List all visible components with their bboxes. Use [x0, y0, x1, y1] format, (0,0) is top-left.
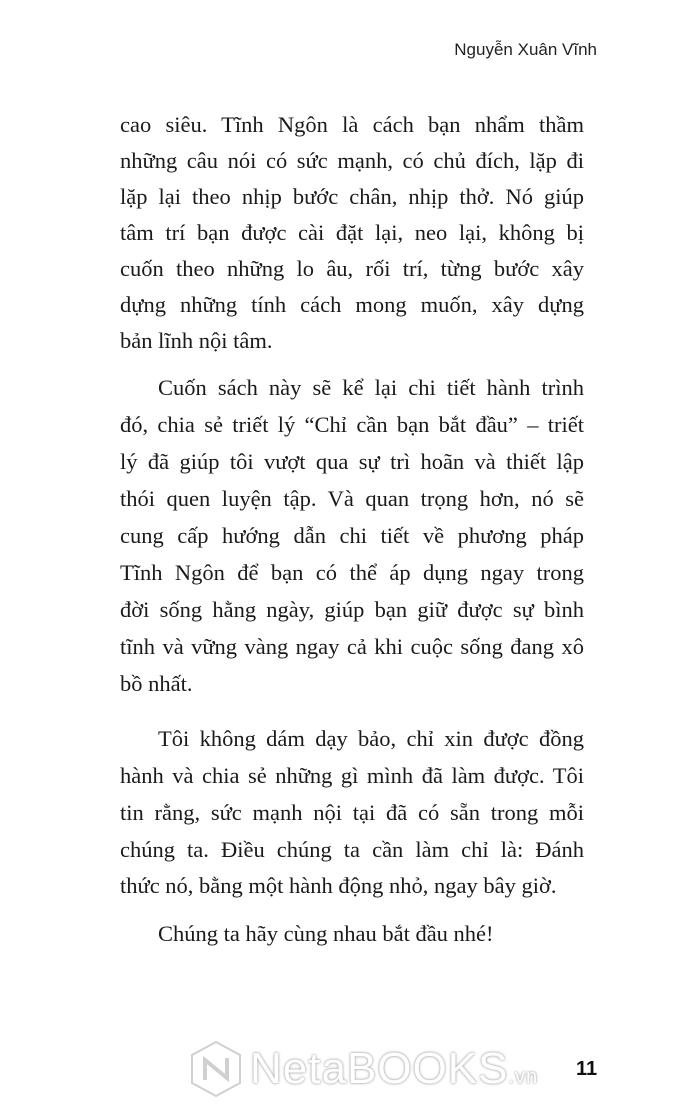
- text-line: Cuốn sách này sẽ kể lại chi tiết hành trình: [158, 375, 584, 400]
- netabooks-watermark: [190, 1040, 538, 1098]
- text-line: thức nó, bằng một hành động nhỏ, ngay bây giờ.: [120, 873, 557, 898]
- text-line: Tĩnh Ngôn để bạn có thể áp dụng ngay trong: [120, 560, 584, 585]
- watermark-brand: NetaBOOKS.vn: [250, 1044, 539, 1093]
- text-line: cao siêu. Tĩnh Ngôn là cách bạn nhẩm thầm: [120, 112, 584, 137]
- text-line: Tôi không dám dạy bảo, chỉ xin được đồng: [158, 726, 584, 751]
- text-line: hành và chia sẻ những gì mình đã làm được. Tôi: [120, 763, 584, 788]
- running-header-author: Nguyễn Xuân Vĩnh: [454, 40, 597, 59]
- text-line: bồ nhất.: [120, 671, 193, 696]
- text-line: đó, chia sẻ triết lý “Chỉ cần bạn bắt đầu” – triết: [120, 412, 584, 437]
- text-line: lặp lại theo nhịp bước chân, nhịp thở. Nó giúp: [120, 184, 584, 209]
- text-line: dựng những tính cách mong muốn, xây dựng: [120, 292, 584, 317]
- text-line: những câu nói có sức mạnh, có chủ đích, lặp đi: [120, 148, 584, 173]
- text-line: tĩnh và vững vàng ngay cả khi cuộc sống đang xô: [120, 634, 584, 659]
- text-line: chúng ta. Điều chúng ta cần làm chỉ là: Đánh: [120, 837, 584, 862]
- text-line: Chúng ta hãy cùng nhau bắt đầu nhé!: [158, 921, 494, 946]
- text-line: thói quen luyện tập. Và quan trọng hơn, nó sẽ: [120, 486, 584, 511]
- text-line: bản lĩnh nội tâm.: [120, 328, 273, 353]
- text-line: tâm trí bạn được cài đặt lại, neo lại, không bị: [120, 220, 584, 245]
- netabooks-logo-icon: [190, 1040, 242, 1098]
- text-line: cuốn theo những lo âu, rối trí, từng bước xây: [120, 256, 584, 281]
- text-line: cung cấp hướng dẫn chi tiết về phương pháp: [120, 523, 584, 548]
- text-line: tin rằng, sức mạnh nội tại đã có sẵn trong mỗi: [120, 800, 584, 825]
- page-number: 11: [576, 1058, 598, 1080]
- text-line: lý đã giúp tôi vượt qua sự trì hoãn và thiết lập: [120, 449, 584, 474]
- text-line: đời sống hằng ngày, giúp bạn giữ được sự bình: [120, 597, 584, 622]
